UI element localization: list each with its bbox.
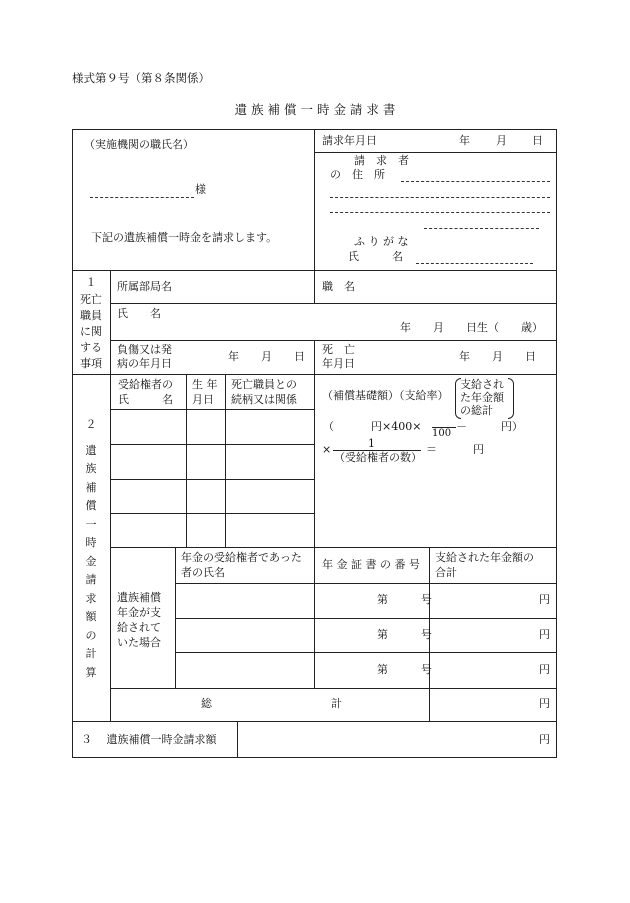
injury-date: 年 月 日: [228, 350, 305, 363]
pension-case-label-1: 遺族補償: [117, 591, 161, 604]
section1-title-2: 職員: [80, 309, 102, 322]
formula-yen: 円: [473, 443, 484, 456]
formula-beneficiary-count: （受給権者の数）: [334, 451, 422, 464]
formula-denominator-100: 100: [432, 428, 452, 439]
page-title: 遺 族 補 償 一 時 金 請 求 書: [234, 102, 396, 117]
formula-paid-1: 支給され: [460, 378, 504, 391]
col-birth-1: 生 年: [192, 378, 218, 391]
col-relation-2: 続柄又は関係: [231, 393, 297, 406]
position-label: 職 名: [322, 280, 355, 293]
pension-col-amount-2: 合計: [435, 566, 457, 579]
section1-title-5: 事項: [80, 357, 102, 370]
injury-label-2: 病の年月日: [117, 357, 172, 370]
col-relation-1: 死亡職員との: [231, 378, 297, 391]
total-label-right: 計: [331, 697, 342, 710]
beneficiary-name-2[interactable]: [111, 445, 186, 479]
section1-number: １: [85, 276, 97, 289]
pension-case-label-3: 給されて: [117, 621, 161, 634]
death-label-1: 死 亡: [322, 343, 355, 356]
beneficiary-name-3[interactable]: [111, 480, 186, 513]
death-label-2: 年月日: [322, 357, 355, 370]
formula-open: （: [323, 420, 334, 433]
address-field-1[interactable]: [401, 181, 550, 182]
pension-col-cert: 年 金 証 書 の 番 号: [322, 558, 420, 571]
beneficiary-name-4[interactable]: [111, 514, 186, 547]
total-amount[interactable]: 円: [539, 697, 550, 710]
pension-col-name-1: 年金の受給権者であった: [181, 551, 302, 564]
request-month[interactable]: 月: [496, 134, 507, 147]
col-beneficiary-2: 氏 名: [118, 393, 173, 406]
pension-case-label-2: 年金が支: [117, 606, 161, 619]
address-field-2[interactable]: [330, 197, 550, 198]
formula-paid-2: た年金額: [460, 391, 504, 404]
request-date-label: 請求年月日: [322, 134, 377, 147]
total-label-left: 総: [201, 697, 212, 710]
formula-yen-400: 円×400×: [371, 420, 422, 433]
address-label: の 住 所: [330, 168, 385, 181]
death-date: 年 月 日: [459, 350, 536, 363]
formula-close: 円）: [501, 420, 523, 433]
formula-equals: ＝: [426, 443, 437, 456]
agency-name-field[interactable]: [90, 197, 194, 198]
section1-title-3: に関: [80, 325, 102, 338]
formula-paid-3: の総計: [460, 404, 493, 417]
form-number: 様式第９号（第８条関係）: [72, 71, 210, 85]
pension-amount-1[interactable]: 円: [539, 593, 550, 606]
beneficiary-name-1[interactable]: [111, 410, 186, 444]
claimant-name-field[interactable]: [416, 263, 533, 264]
claimant-label: 請 求 者: [354, 154, 409, 167]
department-label: 所属部局名: [117, 280, 172, 293]
honorific-sama: 様: [195, 183, 206, 196]
pension-cert-3[interactable]: 第 号: [377, 663, 432, 676]
address-field-4[interactable]: [424, 228, 539, 229]
formula-base: （補償基礎額）（支給率）: [322, 389, 449, 402]
formula-times: ×: [322, 443, 332, 456]
section2-number: ２: [85, 418, 97, 431]
formula-minus: －: [456, 420, 467, 433]
section1-title-4: する: [80, 341, 102, 354]
agency-label: （実施機関の職氏名）: [84, 138, 194, 151]
pension-amount-3[interactable]: 円: [539, 663, 550, 676]
furigana-label: ふ り が な: [354, 235, 409, 248]
injury-label-1: 負傷又は発: [117, 343, 172, 356]
formula-numerator-1: 1: [368, 437, 375, 450]
pension-cert-1[interactable]: 第 号: [377, 593, 432, 606]
birth-date-suffix: 年 月 日生（ 歳）: [400, 321, 543, 334]
col-birth-2: 月日: [192, 393, 214, 406]
pension-col-name-2: 者の氏名: [181, 566, 225, 579]
section1-title-1: 死亡: [80, 293, 102, 306]
pension-case-label-4: いた場合: [117, 636, 161, 649]
pension-amount-2[interactable]: 円: [539, 628, 550, 641]
request-year[interactable]: 年: [459, 134, 470, 147]
section3-amount[interactable]: 円: [539, 733, 550, 746]
claimant-name-label: 氏 名: [348, 250, 403, 263]
address-field-3[interactable]: [330, 212, 550, 213]
pension-col-amount-1: 支給された年金額の: [435, 551, 534, 564]
deceased-name-label: 氏 名: [117, 307, 161, 320]
request-day[interactable]: 日: [532, 134, 543, 147]
section3-label: ３ 遺族補償一時金請求額: [81, 733, 217, 746]
col-beneficiary-1: 受給権者の: [118, 378, 173, 391]
pension-cert-2[interactable]: 第 号: [377, 628, 432, 641]
request-statement: 下記の遺族補償一時金を請求します。: [91, 231, 278, 244]
